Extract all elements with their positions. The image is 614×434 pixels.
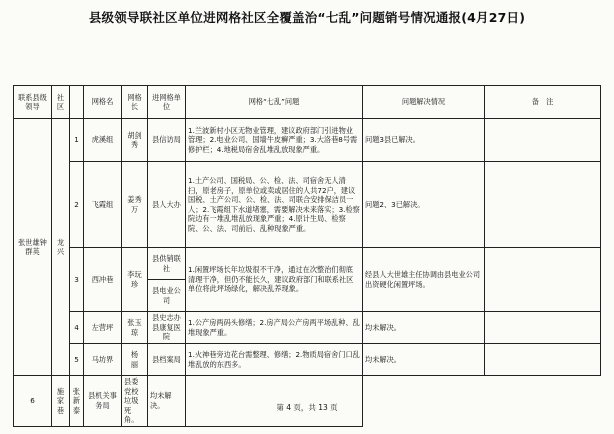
- issue-text: 1.火神巷旁边花台需整理、修缮；2.物质局宿舍门口乱堆乱放的东西多。: [186, 344, 363, 376]
- header-community: 社区: [52, 86, 70, 119]
- issue-text: 1.闲置坪场长年垃圾很不干净，通过在次整治们彻底清理干净，但仍不能长久，建议政府部门和联系社区单位将此坪场绿化，解决乱养现象。: [186, 248, 363, 312]
- grid-leader: 胡剑秀: [122, 119, 148, 162]
- header-issue: 网格“七乱”问题: [186, 86, 363, 119]
- remark-cell: [485, 119, 601, 162]
- leader-cell: 张世雄钟群英: [14, 119, 52, 376]
- unit-name: 县人大办: [148, 162, 186, 248]
- resolution-text: 问题2、3已解决。: [363, 162, 485, 248]
- table-row: [14, 376, 601, 427]
- resolution-text: 经县人大世雄主任协调由县电业公司出资硬化闲置坪场。: [363, 248, 485, 312]
- unit-name: 县史志办 县康复医院: [148, 312, 186, 344]
- unit-name: 县机关事务局: [84, 376, 122, 427]
- table-row: [14, 344, 601, 376]
- table-row: [14, 119, 601, 162]
- row-number: 6: [14, 376, 52, 427]
- unit-name: 县电业公司: [148, 280, 186, 312]
- grid-leader: 李玩珍: [122, 248, 148, 312]
- resolution-text: 问题3县已解决。: [363, 119, 485, 162]
- grid-name: 西冲巷: [84, 248, 122, 312]
- issue-text: 1.土产公司、国税局、公、检、法、司宿舍无人清扫，原老房子，原单位或卖或居住的人共72户，建议国税、土产公司、公、检、法、司联合安排保洁员一人；2.飞霞组下水道堵塞，需要解决未来落实；3.检察院边有一堆乱堆乱放现象严重；4.原计生局、检察院、公、法、司前后、乱种现象严重。: [186, 162, 363, 248]
- issue-text: 1.公产房两码头修缮；2.房产局公产房两平场乱种、乱堆现象严重。: [186, 312, 363, 344]
- table-row: [14, 248, 601, 280]
- unit-name: 县信访局: [148, 119, 186, 162]
- row-number: 5: [70, 344, 84, 376]
- table-row: [14, 312, 601, 344]
- row-number: 1: [70, 119, 84, 162]
- grid-leader: 姜秀万: [122, 162, 148, 248]
- header-remark: 备 注: [485, 86, 601, 119]
- grid-name: 虎溪组: [84, 119, 122, 162]
- resolution-text: 均未解决。: [148, 376, 186, 427]
- report-table: [13, 85, 601, 427]
- unit-name: 县档案局: [148, 344, 186, 376]
- table-row: [14, 162, 601, 248]
- grid-name: 左营坪: [84, 312, 122, 344]
- grid-leader: 张新泰: [70, 376, 84, 427]
- grid-name: 飞霞组: [84, 162, 122, 248]
- grid-leader: 张玉琼: [122, 312, 148, 344]
- header-resolution: 问题解决情况: [363, 86, 485, 119]
- issue-text: 县委党校垃圾死角。: [122, 376, 148, 427]
- remark-cell: [485, 248, 601, 312]
- header-grid-leader: 网格长: [122, 86, 148, 119]
- header-number: [70, 86, 84, 119]
- issue-text: 1.兰波新村小区无物业管理，建议政府部门引进物业管理；2.电业公司、国墙牛皮癣严重；3.大洛巷8号需修护栏；4.地税局宿舍乱堆乱放现象严重。: [186, 119, 363, 162]
- remark-cell: [485, 162, 601, 248]
- unit-name: 县供销联社: [148, 248, 186, 280]
- grid-name: 马坊界: [84, 344, 122, 376]
- remark-cell: [485, 344, 601, 376]
- header-grid: 网格名: [84, 86, 122, 119]
- resolution-text: 均未解决。: [363, 312, 485, 344]
- row-number: 4: [70, 312, 84, 344]
- row-number: 3: [70, 248, 84, 312]
- document-title: 县级领导联社区单位进网格社区全覆盖治“七乱”问题销号情况通报(4月27日): [88, 10, 526, 25]
- community-cell: 龙兴: [52, 119, 70, 376]
- page-footer: 第 4 页，共 13 页: [276, 403, 338, 412]
- header-leader: 联系县级领导: [14, 86, 52, 119]
- remark-cell: [485, 312, 601, 344]
- row-number: 2: [70, 162, 84, 248]
- resolution-text: 均未解决。: [363, 344, 485, 376]
- table-header-row: [14, 86, 601, 119]
- remark-cell: [186, 376, 363, 427]
- grid-leader: 杨 丽: [122, 344, 148, 376]
- grid-name: 施家巷: [52, 376, 70, 427]
- header-unit: 进网格单位: [148, 86, 186, 119]
